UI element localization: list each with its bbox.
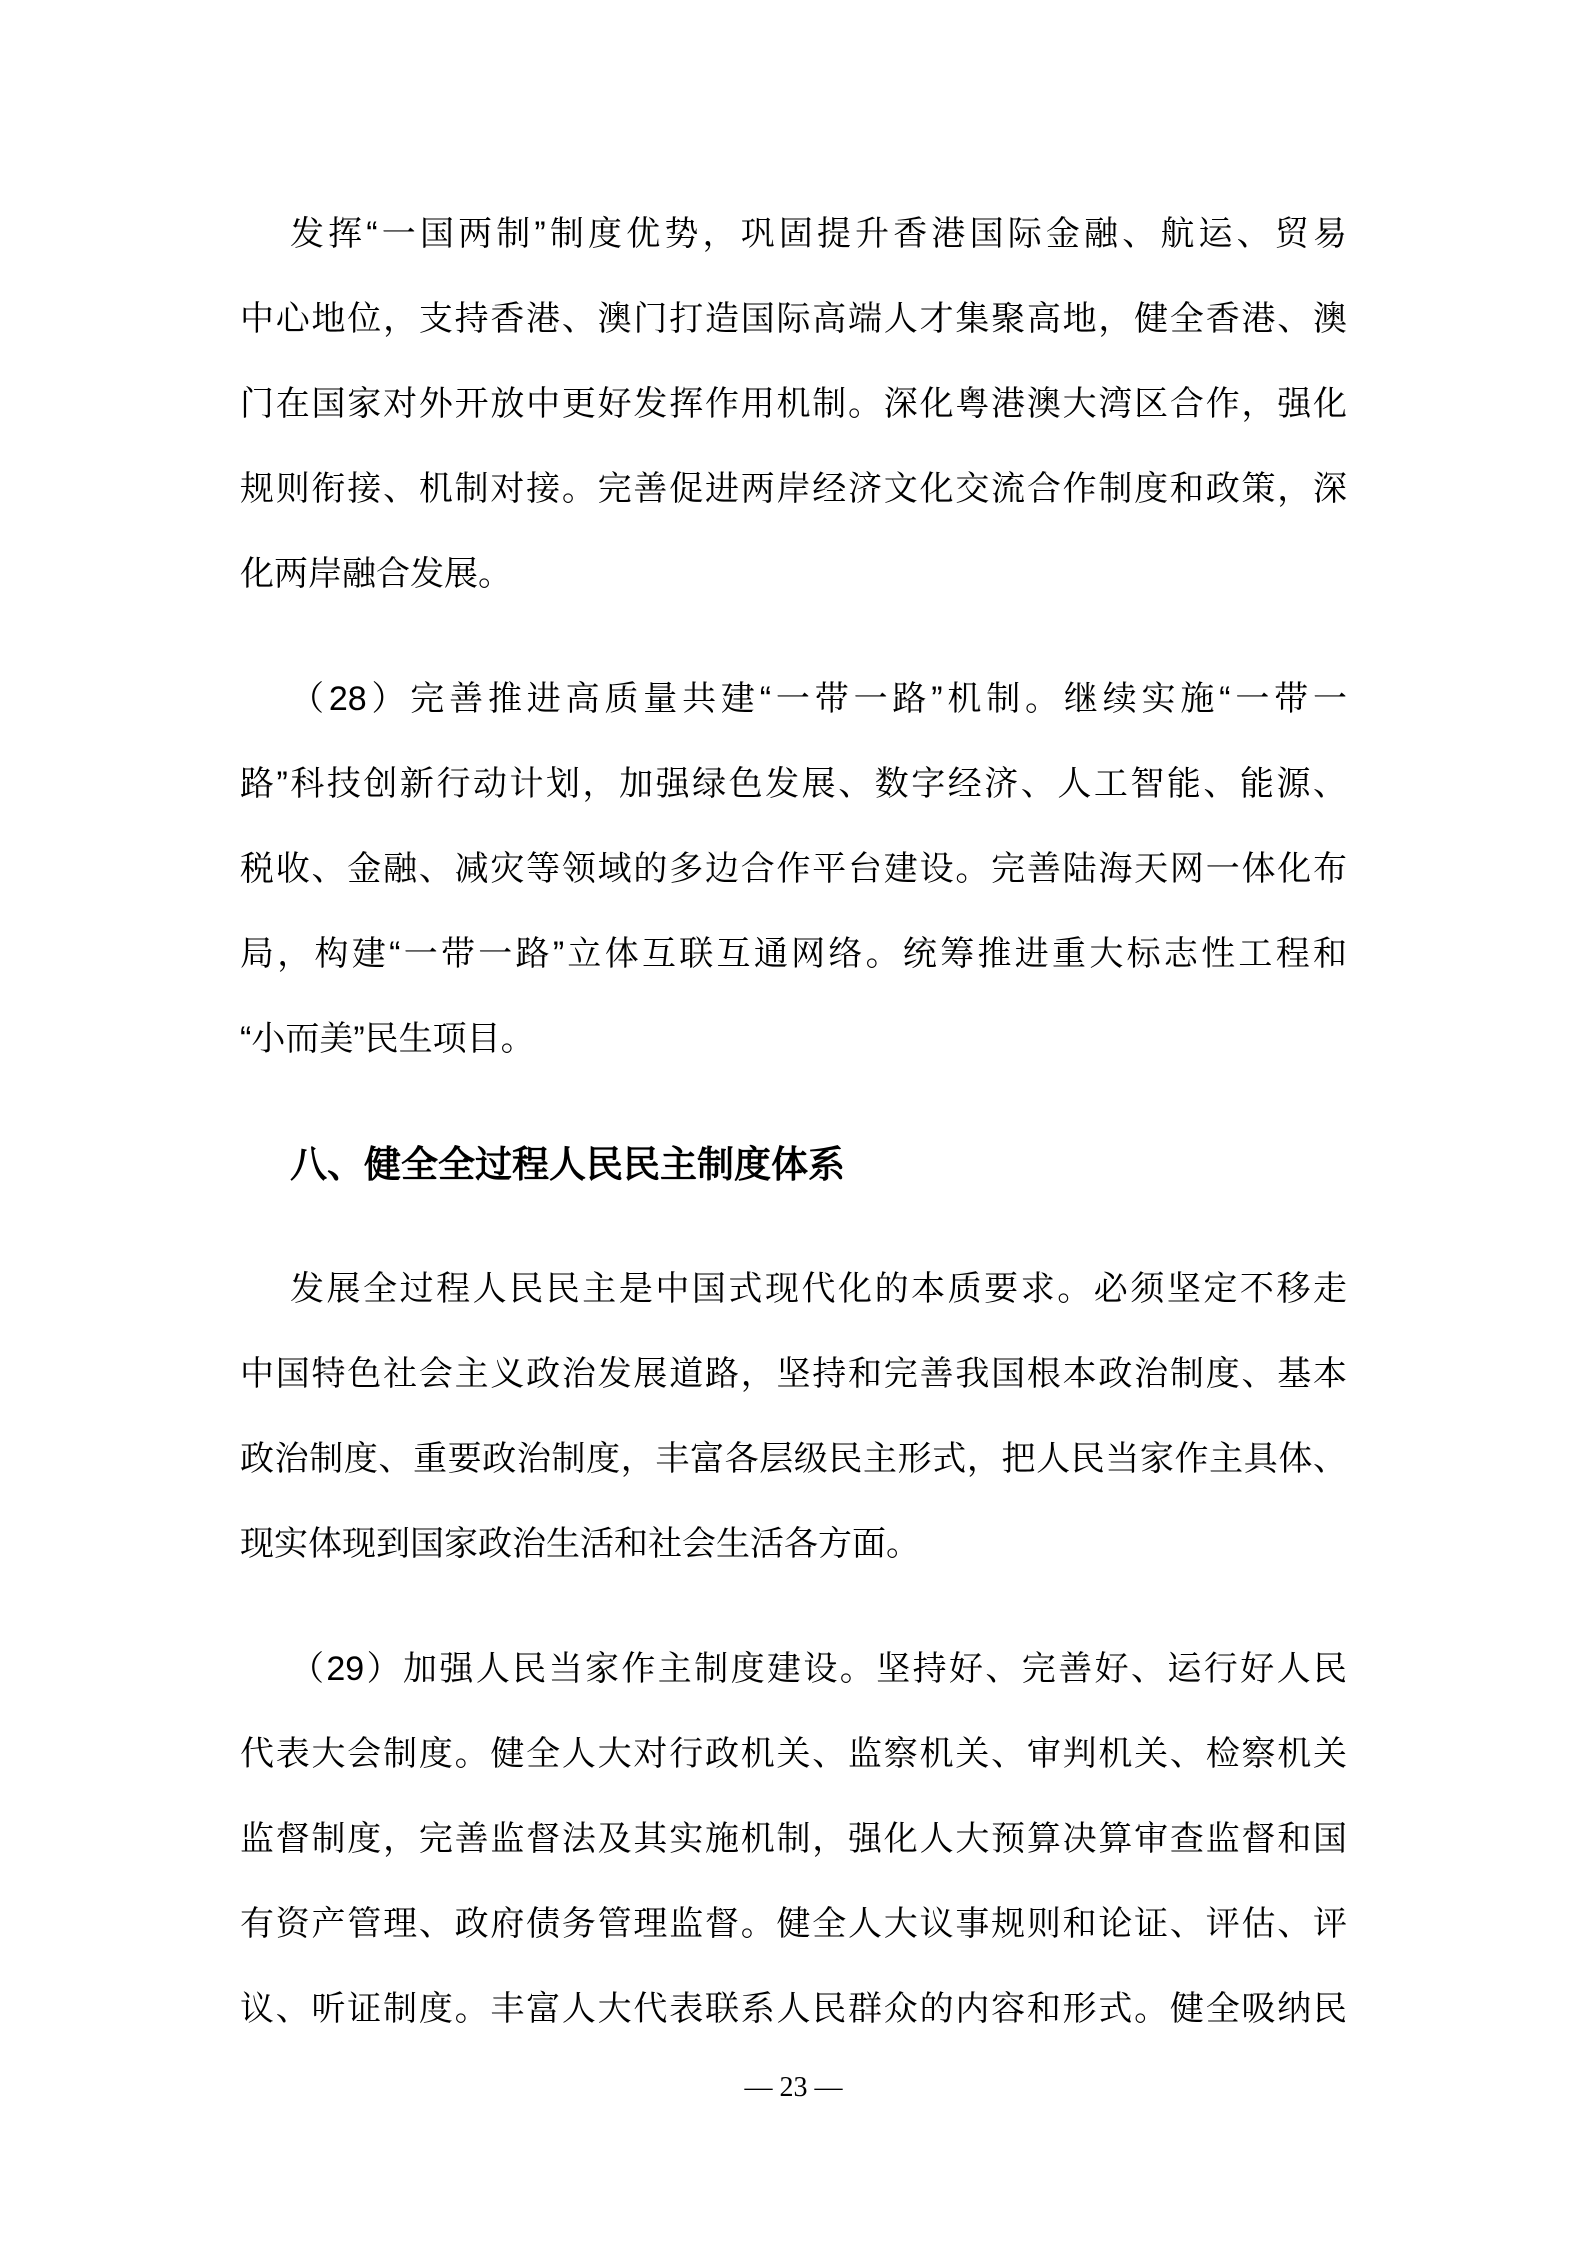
paragraph-line: 路”科技创新行动计划，加强绿色发展、数字经济、人工智能、能源、 bbox=[240, 765, 1347, 803]
paragraph-line: 中国特色社会主义政治发展道路，坚持和完善我国根本政治制度、基本 bbox=[240, 1355, 1347, 1393]
paragraph bbox=[240, 1247, 1347, 1587]
paragraph-line: （29）加强人民当家作主制度建设。坚持好、完善好、运行好人民 bbox=[290, 1650, 1347, 1688]
paragraph-line: 发挥“一国两制”制度优势，巩固提升香港国际金融、航运、贸易 bbox=[290, 215, 1347, 253]
paragraph bbox=[240, 657, 1347, 1082]
paragraph bbox=[240, 192, 1347, 617]
document-body bbox=[240, 192, 1347, 2092]
paragraph-line: 规则衔接、机制对接。完善促进两岸经济文化交流合作制度和政策，深 bbox=[240, 470, 1347, 508]
paragraph-line: 中心地位，支持香港、澳门打造国际高端人才集聚高地，健全香港、澳 bbox=[240, 300, 1347, 338]
section-heading: 八、健全全过程人民民主制度体系 bbox=[290, 1144, 845, 1185]
paragraph-line: 现实体现到国家政治生活和社会生活各方面。 bbox=[240, 1525, 920, 1563]
paragraph-line: 政治制度、重要政治制度，丰富各层级民主形式，把人民当家作主具体、 bbox=[240, 1440, 1347, 1478]
paragraph-line: 有资产管理、政府债务管理监督。健全人大议事规则和论证、评估、评 bbox=[240, 1905, 1347, 1943]
paragraph-line: 税收、金融、减灾等领域的多边合作平台建设。完善陆海天网一体化布 bbox=[240, 850, 1347, 888]
paragraph bbox=[240, 1627, 1347, 2052]
paragraph-line: “小而美”民生项目。 bbox=[240, 1020, 535, 1058]
paragraph-line: 议、听证制度。丰富人大代表联系人民群众的内容和形式。健全吸纳民 bbox=[240, 1990, 1347, 2028]
paragraph-line: 发展全过程人民民主是中国式现代化的本质要求。必须坚定不移走 bbox=[290, 1270, 1347, 1308]
paragraph-line: 局，构建“一带一路”立体互联互通网络。统筹推进重大标志性工程和 bbox=[240, 935, 1347, 973]
paragraph-line: 化两岸融合发展。 bbox=[240, 555, 512, 593]
paragraph-line: 监督制度，完善监督法及其实施机制，强化人大预算决算审查监督和国 bbox=[240, 1820, 1347, 1858]
page-number: — 23 — bbox=[744, 2072, 843, 2103]
paragraph-line: 门在国家对外开放中更好发挥作用机制。深化粤港澳大湾区合作，强化 bbox=[240, 385, 1347, 423]
paragraph-line: （28）完善推进高质量共建“一带一路”机制。继续实施“一带一 bbox=[290, 680, 1347, 718]
paragraph-line: 代表大会制度。健全人大对行政机关、监察机关、审判机关、检察机关 bbox=[240, 1735, 1347, 1773]
